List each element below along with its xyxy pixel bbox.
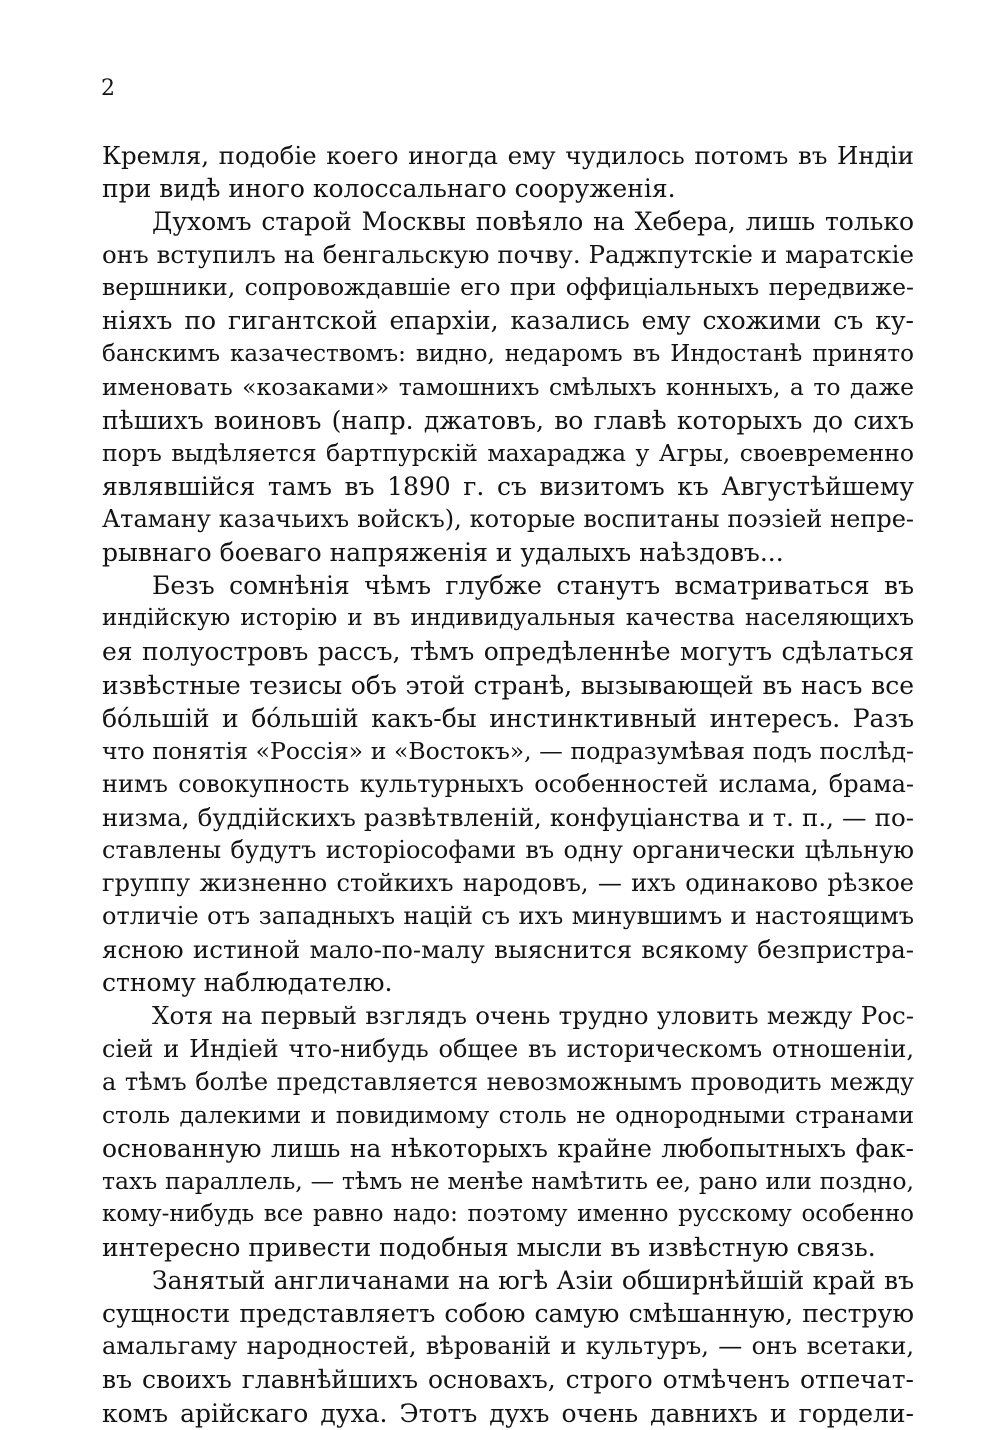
text-line: а тѣмъ болѣе представляется невозможнымъ проводить между — [102, 1067, 914, 1096]
text-line: вершники, сопровождавшіе его при оффиціальныхъ передвиже- — [102, 273, 914, 302]
page-number: 2 — [101, 76, 115, 101]
text-line: сіей и Индіей что-нибудь общее въ историческомъ отношеніи, — [102, 1034, 914, 1063]
body-text — [102, 139, 914, 1430]
text-line: банскимъ казачествомъ: видно, недаромъ въ Индостанѣ принято — [102, 340, 914, 367]
text-line: Атаману казачьихъ войскъ), которые воспитаны поэзіей непре- — [102, 505, 914, 534]
text-line: ставлены будутъ исторіософами въ одну органически цѣльную — [102, 835, 914, 864]
text-line: при видѣ иного колоссальнаго сооруженія. — [102, 174, 676, 204]
text-line: являвшійся тамъ въ 1890 г. съ визитомъ къ Августѣйшему — [102, 471, 914, 501]
text-line: онъ вступилъ на бенгальскую почву. Раджпутскіе и маратскіе — [102, 240, 914, 270]
text-line: стному наблюдателю. — [102, 968, 393, 998]
text-line: бóльшій и бóльшій какъ-бы инстинктивный интересъ. Разъ — [102, 703, 914, 733]
text-line: отличіе отъ западныхъ націй съ ихъ минувшимъ и настоящимъ — [102, 902, 914, 931]
text-line: интересно привести подобныя мысли въ извѣстную связь. — [102, 1233, 876, 1263]
text-line: Занятый англичанами на югѣ Азіи обширнѣйшій край въ — [152, 1266, 914, 1296]
text-line: именовать «козаками» тамошнихъ смѣлыхъ конныхъ, а то даже — [102, 372, 914, 401]
text-line: сущности представляетъ собою самую смѣшанную, пеструю — [102, 1299, 914, 1329]
text-line: тахъ параллель, — тѣмъ не менѣе намѣтить ее, рано или поздно, — [102, 1166, 914, 1195]
text-line: нимъ совокупность культурныхъ особенностей ислама, брама- — [102, 769, 914, 798]
text-line: амальгаму народностей, вѣрованій и культуръ, — онъ всетаки, — [102, 1332, 914, 1361]
text-line: кому-нибудь все равно надо: поэтому именно русскому особенно — [102, 1201, 914, 1227]
text-line: основанную лишь на нѣкоторыхъ крайне любопытныхъ фак- — [102, 1133, 914, 1163]
text-line: Кремля, подобіе коего иногда ему чудилось потомъ въ Индіи — [102, 141, 914, 170]
text-line: пѣшихъ воиновъ (напр. джатовъ, во главѣ которыхъ до сихъ — [102, 405, 914, 435]
text-line: индійскую исторію и въ индивидуальныя качества населяющихъ — [102, 605, 914, 632]
text-line: извѣстные тезисы объ этой странѣ, вызывающей въ насъ все — [102, 670, 914, 700]
text-line: Безъ сомнѣнія чѣмъ глубже станутъ всматриваться въ — [152, 571, 914, 601]
text-line: рывнаго боеваго напряженія и удалыхъ наѣздовъ... — [102, 538, 784, 568]
text-line: группу жизненно стойкихъ народовъ, — ихъ одинаково рѣзкое — [102, 869, 914, 898]
text-line: Хотя на первый взглядъ очень трудно уловить между Рос- — [152, 1001, 914, 1031]
text-line: низма, буддійскихъ развѣтвленій, конфуціанства и т. п., — по- — [102, 802, 914, 832]
text-line: ея полуостровъ рассъ, тѣмъ опредѣленнѣе могутъ сдѣлаться — [102, 637, 914, 667]
text-line: ніяхъ по гигантской епархіи, казались ему схожими съ ку- — [102, 306, 914, 336]
text-line: поръ выдѣляется бартпурскій махараджа у Агры, своевременно — [102, 438, 914, 467]
text-line: Духомъ старой Москвы повѣяло на Хебера, лишь только — [152, 207, 914, 237]
text-line: въ своихъ главнѣйшихъ основахъ, строго отмѣченъ отпечат- — [102, 1365, 914, 1395]
text-line: что понятія «Россія» и «Востокъ», — подразумѣвая подъ послѣд- — [102, 736, 914, 765]
text-line: столь далекими и повидимому столь не однородными странами — [102, 1100, 914, 1129]
text-line: ясною истиной мало-по-малу выяснится всякому безпристра- — [102, 935, 914, 965]
text-line: комъ арійскаго духа. Этотъ духъ очень давнихъ и гордели- — [102, 1398, 914, 1428]
